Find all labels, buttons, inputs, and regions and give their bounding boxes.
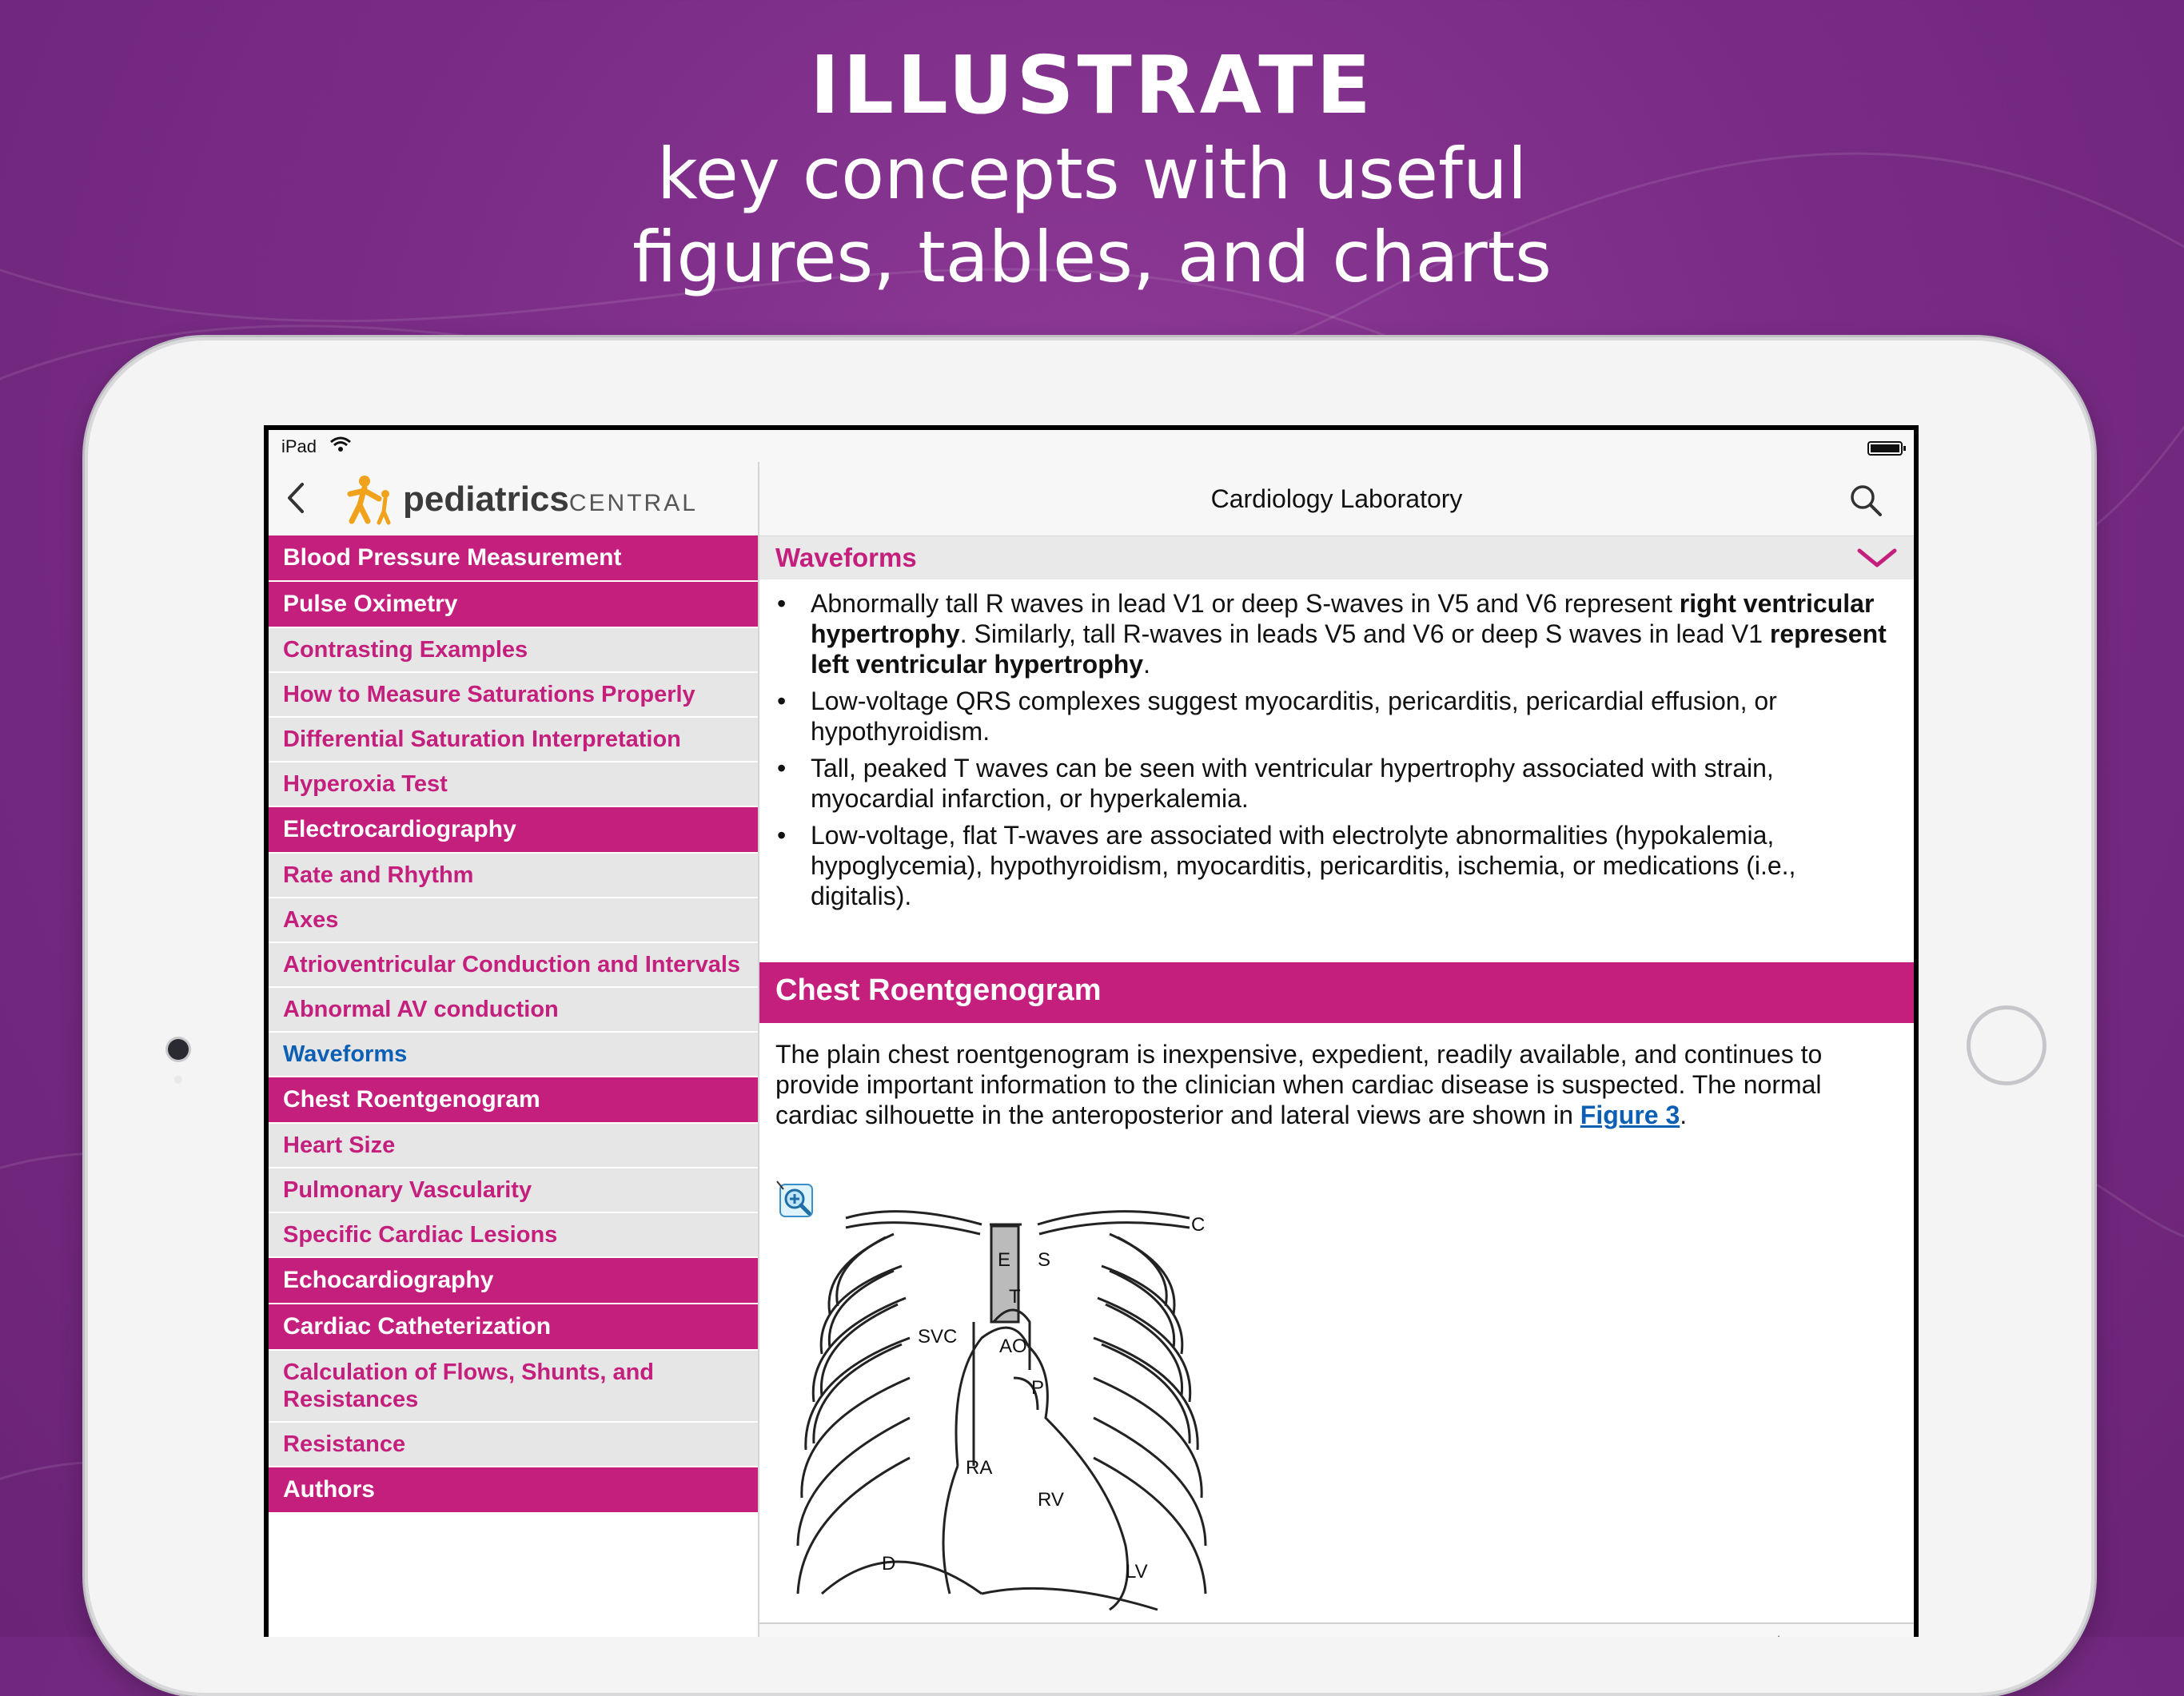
toc-item[interactable] — [269, 854, 758, 898]
camera — [168, 1039, 189, 1060]
search-icon[interactable] — [1848, 483, 1883, 518]
sidebar-header — [269, 462, 758, 536]
toc-label: Axes — [283, 906, 339, 933]
svg-text:AO: AO — [999, 1336, 1027, 1357]
toc-label: Rate and Rhythm — [283, 862, 474, 888]
svg-text:E: E — [998, 1249, 1011, 1271]
sidebar — [269, 462, 759, 1637]
svg-text:RA: RA — [966, 1457, 993, 1479]
promo-title: ILLUSTRATE — [810, 38, 1374, 132]
promo-subtitle-line1: key concepts with useful — [656, 133, 1528, 215]
list-item: • Abnormally tall R waves in lead V1 or deep S-waves in V5 and V6 represent right ventricular hypertrophy. Similarly, tall R-waves in leads V5 and V6 or deep S waves in lead V1 represent left ventricular hypertrophy. — [777, 588, 1896, 679]
toc-item-active[interactable] — [269, 1033, 758, 1077]
logo-main: pediatrics — [403, 480, 569, 519]
toc-label: Chest Roentgenogram — [283, 1086, 540, 1113]
toc-item[interactable] — [269, 1351, 758, 1423]
toc-item[interactable] — [269, 1258, 758, 1304]
toc-label: Differential Saturation Interpretation — [283, 726, 681, 752]
toc-item[interactable] — [269, 718, 758, 762]
svg-text:LV: LV — [1126, 1561, 1148, 1583]
toc-item[interactable] — [269, 1423, 758, 1467]
toc-label: Calculation of Flows, Shunts, and Resistances — [283, 1360, 655, 1412]
list-item: • Low-voltage QRS complexes suggest myocarditis, pericarditis, pericardial effusion, or hypothyroidism. — [777, 686, 1896, 746]
bottom-toolbar — [759, 1622, 1914, 1637]
status-bar — [269, 430, 1914, 462]
content-header — [759, 462, 1914, 536]
toc-label: Cardiac Catheterization — [283, 1313, 552, 1340]
toc-item[interactable] — [269, 943, 758, 988]
list-item: • Low-voltage, flat T-waves are associated with electrolyte abnormalities (hypokalemia, hypoglycemia), hypothyroidism, myocarditis, pericarditis, ischemia, or medications (i.e., digitalis). — [777, 820, 1896, 911]
svg-text:D: D — [882, 1553, 896, 1575]
section-header — [759, 962, 1914, 1023]
toc-label: Waveforms — [283, 1041, 408, 1067]
content-pane — [759, 462, 1914, 1637]
svg-text:C: C — [1191, 1214, 1206, 1236]
toc-item[interactable] — [269, 898, 758, 943]
toc-label: Resistance — [283, 1431, 406, 1457]
toc-item[interactable] — [269, 1213, 758, 1258]
toc-item[interactable] — [269, 582, 758, 628]
table-of-contents — [269, 535, 758, 1514]
toc-item[interactable] — [269, 535, 758, 582]
toc-label: Atrioventricular Conduction and Intervals — [283, 951, 741, 977]
carrier-label: iPad — [281, 436, 317, 456]
toc-label: Heart Size — [283, 1132, 396, 1158]
toc-label: Specific Cardiac Lesions — [283, 1221, 558, 1248]
chest-xray-figure[interactable] — [774, 1178, 1226, 1626]
toc-label: Pulse Oximetry — [283, 591, 458, 617]
svg-text:S: S — [1038, 1249, 1051, 1271]
toc-label: Echocardiography — [283, 1267, 494, 1293]
app-logo — [403, 480, 698, 520]
toc-label: How to Measure Saturations Properly — [283, 681, 695, 707]
toc-label: Blood Pressure Measurement — [283, 544, 622, 571]
toc-item[interactable] — [269, 988, 758, 1033]
toc-item[interactable] — [269, 762, 758, 807]
list-item: • Tall, peaked T waves can be seen with ventricular hypertrophy associated with strain, myocardial infarction, or hyperkalemia. — [777, 753, 1896, 814]
toc-item[interactable] — [269, 1124, 758, 1168]
section-title: Chest Roentgenogram — [775, 973, 1102, 1007]
toc-label: Electrocardiography — [283, 816, 516, 842]
toc-item[interactable] — [269, 1467, 758, 1514]
toc-item[interactable] — [269, 1077, 758, 1124]
back-button[interactable] — [280, 478, 312, 518]
svg-text:P: P — [1031, 1377, 1045, 1399]
sensor — [174, 1076, 182, 1084]
figure-link[interactable]: Figure 3 — [1580, 1101, 1680, 1129]
toc-item[interactable] — [269, 673, 758, 718]
subsection-header[interactable] — [759, 536, 1914, 579]
toc-item[interactable] — [269, 807, 758, 854]
toc-label: Contrasting Examples — [283, 636, 528, 663]
battery-icon — [1867, 441, 1903, 456]
logo-icon — [341, 472, 405, 528]
toc-label: Authors — [283, 1476, 375, 1503]
chevron-down-icon[interactable] — [1856, 546, 1898, 570]
page-title: Cardiology Laboratory — [1210, 484, 1463, 513]
toc-item[interactable] — [269, 628, 758, 673]
body-paragraph: The plain chest roentgenogram is inexpensive, expedient, readily available, and continues to provide important information to the clinician when cardiac disease is suspected. The normal cardiac silhouette in the anteroposterior and lateral views are shown in Figure 3. — [775, 1040, 1823, 1129]
svg-text:T: T — [1009, 1286, 1021, 1308]
logo-sub: CENTRAL — [568, 490, 698, 516]
figure-drawing — [774, 1178, 1226, 1626]
wifi-icon — [329, 435, 352, 454]
toc-label: Hyperoxia Test — [283, 770, 448, 797]
promo-headline — [0, 38, 2184, 299]
zoom-in-icon[interactable] — [775, 1180, 817, 1223]
toc-item[interactable] — [269, 1168, 758, 1213]
svg-text:SVC: SVC — [918, 1326, 958, 1348]
promo-subtitle-line2: figures, tables, and charts — [632, 216, 1552, 298]
home-button[interactable] — [1967, 1005, 2047, 1085]
waveform-bullet-list — [777, 588, 1896, 918]
subsection-title: Waveforms — [775, 543, 917, 572]
device-screen — [264, 425, 1919, 1637]
toc-label: Pulmonary Vascularity — [283, 1176, 532, 1203]
toc-label: Abnormal AV conduction — [283, 996, 559, 1022]
toc-item[interactable] — [269, 1304, 758, 1351]
svg-text:RV: RV — [1038, 1489, 1064, 1511]
